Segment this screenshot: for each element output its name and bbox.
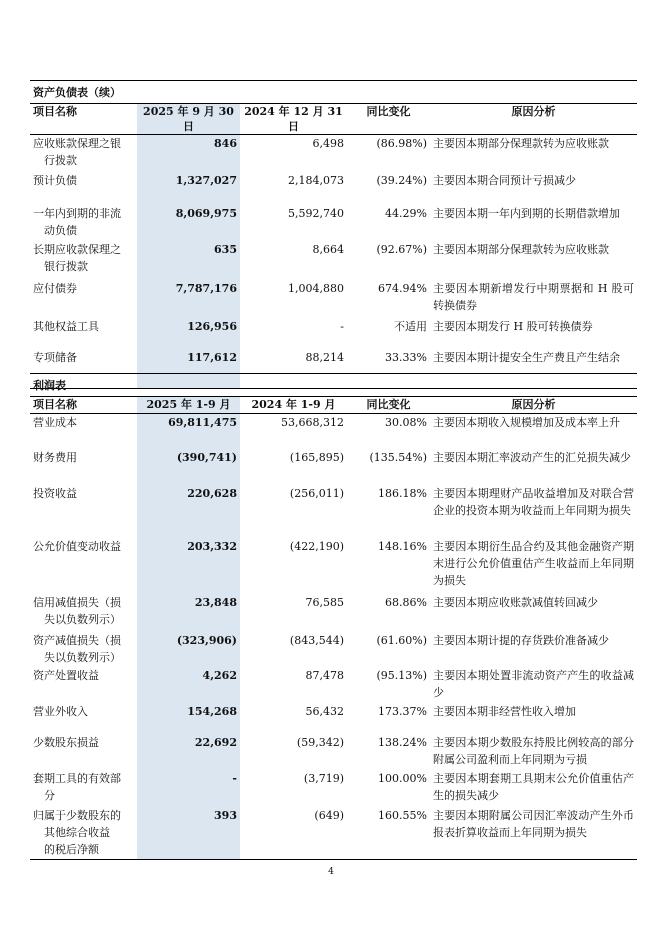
prior-period-value: (422,190) xyxy=(289,539,344,553)
item-name-continuation: 失以负数列示） xyxy=(44,650,121,664)
item-name-line: 营业外收入 xyxy=(33,704,88,718)
balance-sheet-title: 资产负债表（续） xyxy=(30,81,637,104)
prior-period-value: 8,664 xyxy=(312,242,344,256)
current-period-value: 23,848 xyxy=(137,594,240,632)
reason-text: 主要因本期一年内到期的长期借款增加 xyxy=(433,206,620,220)
current-period-value: 203,332 xyxy=(137,538,240,594)
table-row xyxy=(30,667,637,703)
reason-text: 主要因本期处置非流动资产产生的收益减少 xyxy=(433,668,635,699)
prior-period-value: 88,214 xyxy=(240,349,347,389)
reason-text: 主要因本期理财产品收益增加及对联合营企业的投资本期为收益而上年同期为损失 xyxy=(433,486,635,517)
current-period-value: 22,692 xyxy=(137,734,240,770)
item-name-line: 长期应收款保理之 xyxy=(33,242,121,256)
item-name-continuation: 失以负数列示） xyxy=(44,612,121,626)
table-row xyxy=(30,414,637,449)
income-statement-table xyxy=(30,373,637,860)
reason-text: 主要因本期汇率波动产生的汇兑损失减少 xyxy=(433,450,631,464)
item-name-line: 其他权益工具 xyxy=(33,319,99,333)
header-item-name: 项目名称 xyxy=(30,397,137,414)
prior-period-value: 2,184,073 xyxy=(288,173,344,187)
reason-text: 主要因本期发行 H 股可转换债券 xyxy=(433,319,593,333)
change-percent: (86.98%) xyxy=(376,137,427,150)
current-period-value: (390,741) xyxy=(137,449,240,485)
current-period-value: 1,327,027 xyxy=(137,172,240,205)
change-percent: 不适用 xyxy=(394,319,427,333)
item-name-line: 投资收益 xyxy=(33,486,77,500)
row-item-name xyxy=(30,280,137,318)
item-name-line: 预计负债 xyxy=(33,173,77,187)
item-name-line: 应收账款保理之银 xyxy=(33,137,121,150)
current-period-value: 154,268 xyxy=(137,703,240,734)
reason-text: 主要因本期少数股东持股比例较高的部分附属公司盈利而上年同期为亏损 xyxy=(433,735,635,766)
item-name-line: 财务费用 xyxy=(33,450,77,464)
change-percent: 68.86% xyxy=(385,595,427,609)
item-name-line: 应付债券 xyxy=(33,281,77,295)
current-period-value: 8,069,975 xyxy=(137,205,240,241)
prior-period-value: - xyxy=(340,319,344,333)
table-row xyxy=(30,318,637,349)
table-row xyxy=(30,205,637,241)
reason-text: 主要因本期计提的存货跌价准备减少 xyxy=(433,633,609,647)
table-row xyxy=(30,449,637,485)
item-name-line: 少数股东损益 xyxy=(33,735,99,749)
row-item-name xyxy=(30,449,137,485)
header-change: 同比变化 xyxy=(347,397,430,414)
table-row xyxy=(30,770,637,807)
table-row xyxy=(30,172,637,205)
prior-period-value: (843,544) xyxy=(289,633,344,647)
prior-period-value: 56,432 xyxy=(305,704,344,718)
item-name-line: 专项储备 xyxy=(33,350,77,364)
table-row xyxy=(30,485,637,538)
item-name-line: 信用减值损失（损 xyxy=(33,595,121,609)
reason-text: 主要因本期附属公司因汇率波动产生外币报表折算收益而上年同期为损失 xyxy=(430,807,637,860)
row-item-name xyxy=(30,703,137,734)
table-row xyxy=(30,807,637,860)
prior-period-value: (165,895) xyxy=(289,450,344,464)
header-current-period: 2025 年 1-9 月 xyxy=(137,397,240,414)
reason-text: 主要因本期非经营性收入增加 xyxy=(433,704,576,718)
header-prior-period: 2024 年 1-9 月 xyxy=(240,397,347,414)
item-name-line: 套期工具的有效部 xyxy=(33,771,121,785)
table-row xyxy=(30,734,637,770)
change-percent: 44.29% xyxy=(385,206,427,220)
row-item-name xyxy=(30,632,137,667)
row-item-name xyxy=(30,241,137,280)
row-item-name xyxy=(30,667,137,703)
balance-sheet-table xyxy=(30,80,637,389)
header-change: 同比变化 xyxy=(347,104,430,135)
row-item-name xyxy=(30,414,137,449)
header-reason: 原因分析 xyxy=(430,397,637,414)
income-statement-body xyxy=(30,414,637,860)
prior-period-value: 76,585 xyxy=(305,595,344,609)
prior-period-value: 6,498 xyxy=(312,137,344,150)
prior-period-value: 1,004,880 xyxy=(288,281,344,295)
item-name-continuation: 银行拨款 xyxy=(44,259,88,273)
prior-period-value: (649) xyxy=(240,807,347,860)
change-percent: 33.33% xyxy=(347,349,430,389)
row-item-name xyxy=(30,205,137,241)
prior-period-value: (59,342) xyxy=(296,735,344,749)
change-percent: 148.16% xyxy=(378,539,427,553)
current-period-value: 220,628 xyxy=(137,485,240,538)
reason-text: 主要因本期应收账款减值转回减少 xyxy=(433,595,598,609)
row-item-name xyxy=(30,594,137,632)
table-row xyxy=(30,538,637,594)
reason-text: 主要因本期衍生品合约及其他金融资产期末进行公允价值重估产生收益而上年同期为损失 xyxy=(433,539,635,587)
change-percent: 138.24% xyxy=(378,735,427,749)
row-item-name xyxy=(30,485,137,538)
reason-text: 主要因本期部分保理款转为应收账款 xyxy=(433,137,609,150)
current-period-value: 846 xyxy=(137,135,240,172)
reason-text: 主要因本期部分保理款转为应收账款 xyxy=(433,242,609,256)
row-item-name xyxy=(30,770,137,807)
current-period-value: 7,787,176 xyxy=(137,280,240,318)
change-percent: (61.60%) xyxy=(376,633,427,647)
prior-period-value: 87,478 xyxy=(305,668,344,682)
row-item-name xyxy=(30,734,137,770)
item-name-continuation: 分 xyxy=(44,788,55,802)
current-period-value: 69,811,475 xyxy=(137,414,240,449)
current-period-value: - xyxy=(137,770,240,807)
row-item-name xyxy=(30,172,137,205)
header-item-name: 项目名称 xyxy=(30,104,137,135)
row-item-name xyxy=(30,135,137,172)
row-item-name xyxy=(30,318,137,349)
prior-period-value: (256,011) xyxy=(289,486,344,500)
table-row xyxy=(30,703,637,734)
item-name-line: 归属于少数股东的 xyxy=(33,808,121,822)
item-name-line: 营业成本 xyxy=(33,416,77,429)
current-period-value: 393 xyxy=(137,807,240,860)
page-number: 4 xyxy=(328,867,334,877)
reason-text: 主要因本期计提安全生产费且产生结余 xyxy=(430,349,637,389)
reason-text: 主要因本期新增发行中期票据和 H 股可转换债券 xyxy=(433,281,635,312)
change-percent: 30.08% xyxy=(385,416,427,429)
table-row xyxy=(30,135,637,172)
item-name-continuation: 行拨款 xyxy=(44,154,77,167)
change-percent: (92.67%) xyxy=(376,242,427,256)
current-period-value: 4,262 xyxy=(137,667,240,703)
income-statement-title: 利润表 xyxy=(30,374,637,397)
table-row xyxy=(30,241,637,280)
item-name-continuation: 的税后净额 xyxy=(44,842,99,856)
current-period-value: 117,612 xyxy=(137,349,240,389)
item-name-line: 资产处置收益 xyxy=(33,668,99,682)
change-percent: (39.24%) xyxy=(376,173,427,187)
prior-period-value: 53,668,312 xyxy=(281,416,344,429)
change-percent: 160.55% xyxy=(347,807,430,860)
table-row xyxy=(30,594,637,632)
table-row xyxy=(30,632,637,667)
change-percent: 173.37% xyxy=(378,704,427,718)
item-name-continuation: 其他综合收益 xyxy=(44,825,110,839)
table-row xyxy=(30,280,637,318)
row-item-name xyxy=(30,538,137,594)
change-percent: (135.54%) xyxy=(369,450,427,464)
header-reason: 原因分析 xyxy=(430,104,637,135)
header-current-period: 2025 年 9 月 30 日 xyxy=(137,104,240,135)
current-period-value: 635 xyxy=(137,241,240,280)
row-item-name xyxy=(30,807,137,860)
change-percent: 674.94% xyxy=(378,281,427,295)
prior-period-value: 5,592,740 xyxy=(288,206,344,220)
reason-text: 主要因本期套期工具期末公允价值重估产生的损失减少 xyxy=(433,771,635,802)
change-percent: 186.18% xyxy=(378,486,427,500)
header-prior-period: 2024 年 12 月 31 日 xyxy=(240,104,347,135)
item-name-line: 一年内到期的非流 xyxy=(33,206,121,220)
change-percent: 100.00% xyxy=(378,771,427,785)
item-name-line: 公允价值变动收益 xyxy=(33,539,121,553)
balance-sheet-body xyxy=(30,135,637,389)
item-name-line: 资产减值损失（损 xyxy=(33,633,121,647)
prior-period-value: (3,719) xyxy=(303,771,344,785)
current-period-value: (323,906) xyxy=(137,632,240,667)
reason-text: 主要因本期收入规模增加及成本率上升 xyxy=(433,416,620,429)
reason-text: 主要因本期合同预计亏损减少 xyxy=(433,173,576,187)
current-period-value: 126,956 xyxy=(137,318,240,349)
item-name-continuation: 动负债 xyxy=(44,223,77,237)
change-percent: (95.13%) xyxy=(376,668,427,682)
